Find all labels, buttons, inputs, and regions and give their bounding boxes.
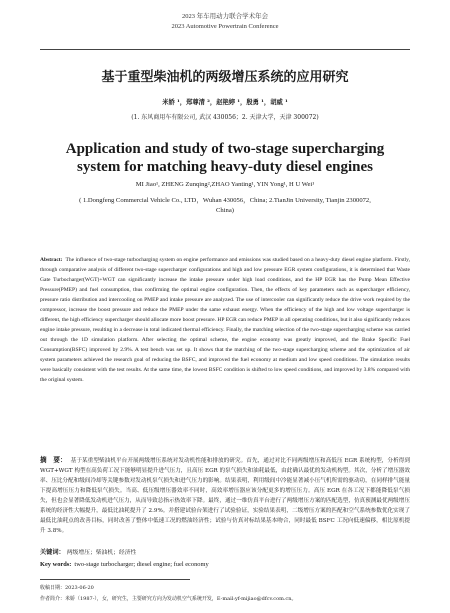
abstract-en: [40, 255, 410, 385]
keywords-en-text: two-stage turbocharger; diesel engine; fuel economy: [74, 561, 209, 568]
abstract-cn-label: 摘 要：: [40, 456, 67, 464]
keywords-cn-label: 关键词：: [40, 549, 65, 556]
paper-title-cn: 基于重型柴油机的两级增压系统的应用研究: [101, 70, 349, 85]
footnote-divider: [40, 579, 190, 580]
affiliation-en: ( 1.Dongfeng Commercial Vehicle Co., LTD，Wuhan 430056，China; 2.TianJin University, Tianjin 2300072, China): [79, 197, 371, 214]
keywords-cn-text: 两级增压；柴油机；经济性: [66, 550, 137, 556]
author-list-en: MI Jiao¹, ZHENG Zunqing²,ZHAO Yanting¹, YIN Yong¹, H U Wei¹: [135, 181, 315, 188]
header-divider: [40, 49, 410, 50]
affiliation-cn: (1. 东风商用车有限公司, 武汉 430056；2. 天津大学，天津 300072): [131, 114, 319, 121]
author-list-cn: 米娇 ¹，郑尊清 ²，赵艳婷 ¹，殷勇 ¹，胡威 ¹: [162, 99, 288, 106]
abstract-cn-text: 基于某重型柴油机平台开展两级增压系统对发动机性能和排放的研究。首先，通过对比不同两级增压和高低压 EGR 系统构型，分析得到 WGT+WGT 构型在高负荷工况下能够明显提升进气压力，且高压 EGR 的泵气损失和油耗最低，由此确认最优的发动机构型。其次，分析了增压器效率、压比分配和级间冷却等关键参数对发动机泵气损失和进气压力的影响。结果表明，利用级间中冷能显著减小压气机所需的驱动功，在同样排气能量下提高增压压力和降低泵气损失。当高、低压级增压器效率不同时，高效率增压器应该分配更多的增压压力。高压 EGR 在各工况下都能降低泵气损失，但也会显著降低发动机进气压力，从而导致总指示热效率下降。最终，通过一维仿真平台进行了两级增压方案的匹配选型，仿真预测最优两级增压系统的经济性大幅提升，最低比油耗提升了 2.9%。并搭建试验台架进行了试验验证，实验结果表明，二级增压方案的匹配和空气系统参数优化实现了最低比油耗点的改善目标，同时改善了整体中低速工况的燃油经济性；试验与仿真对标结果基本吻合，同时最低 BSFC 工况向低速偏移，相比原机提升 3.8%。: [40, 458, 411, 534]
abstract-en-label: Abstract:: [40, 257, 63, 263]
abstract-en-text: The influence of two-stage turbocharging system on engine performance and emissions was studied based on a heavy-duty diesel engine platform. Firstly, through comparative analysis of different two-stage supercharger configurations and high and low pressure EGR system configurations, it is determined that Waste Gate Turbocharger(WGT)+WGT can significantly increase the intake pressure under high load conditions, and the HP EGR has the Pump Mean Effective Pressure(PMEP) and fuel consumption, thus confirming the optimal engine configuration. Then, the effects of key parameters such as supercharger efficiency, pressure ratio distribution and intercooling on PMEP and intake pressure are analyzed. The use of intercooler can significantly reduce the drive work required by the compressor, increase the boost pressure and reduce the PMEP under the same exhaust energy. When the efficiency of the high and low voltage supercharger is different, the high efficiency supercharger should allocate more boost pressure. HP EGR can reduce PMEP in all operating conditions, but it also significantly reduces engine intake pressure, resulting in a decrease in total indicated thermal efficiency. Finally, the matching selection of the two-stage supercharging scheme was carried out through the 1D simulation platform. After selecting the optimal scheme, the engine economy was greatly improved, and the Brake Specific Fuel Consumption(BSFC) improved by 2.9%. A test bench was set up. It shows that the matching of the two-stage supercharging scheme and the optimization of air system parameters achieved the research goal of reducing the BSFC, and improved the fuel economy at medium and low speed conditions. The simulation results were basically consistent with the test results. At the same time, the lowest BSFC condition is shifted to low speed conditions, and improved by 3.8% compared with the original system.: [40, 257, 410, 383]
abstract-cn: [40, 455, 410, 536]
keywords-cn: [40, 548, 410, 558]
footnote-received-date: 收稿日期：2023-06-20: [40, 585, 94, 591]
keywords-en-label: Key words:: [40, 561, 72, 568]
footnote-author-info: 作者简介：米娇（1987-），女，研究生，主要研究方向为发动机空气系统开发，E-mail:yf-mijiao@dfcv.com.cn。: [40, 596, 297, 602]
running-header: [0, 12, 450, 32]
keywords-en: [40, 560, 410, 570]
conference-name-en: 2023 Automotive Powertrain Conference: [171, 23, 279, 30]
paper-title-en: Application and study of two-stage supercharging system for matching heavy-duty diesel engines: [65, 141, 385, 175]
conference-name-cn: 2023 年车用动力联合学术年会: [181, 13, 269, 20]
